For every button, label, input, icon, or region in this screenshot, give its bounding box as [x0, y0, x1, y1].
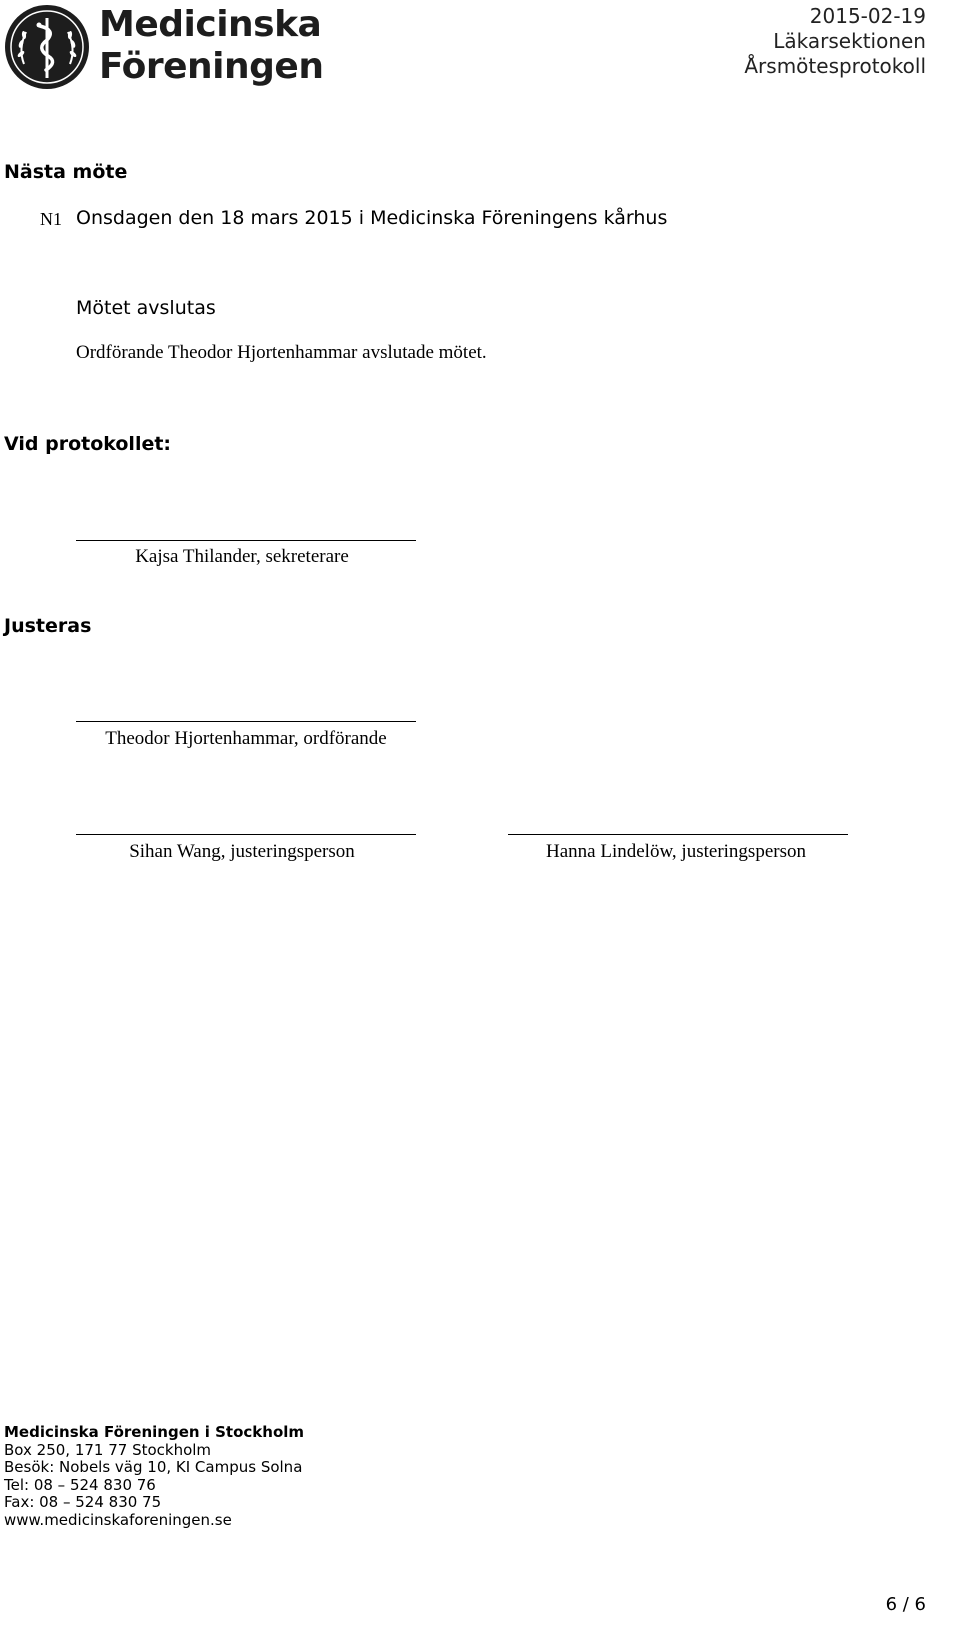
adjuster2-signature-label: Hanna Lindelöw, justeringsperson [546, 841, 806, 862]
footer-web: www.medicinskaforeningen.se [4, 1510, 232, 1529]
adjustment-heading: Justeras [4, 615, 92, 637]
footer-fax: Fax: 08 – 524 830 75 [4, 1493, 162, 1512]
secretary-signature-label: Kajsa Thilander, sekreterare [135, 546, 349, 567]
document-type: Årsmötesprotokoll [744, 54, 926, 78]
document-section: Läkarsektionen [773, 29, 926, 53]
page-number: 6 / 6 [885, 1594, 926, 1615]
next-meeting-heading: Nästa möte [4, 161, 128, 183]
secretary-signature-line [76, 540, 416, 541]
footer-organization: Medicinska Föreningen i Stockholm [4, 1423, 305, 1441]
organization-logo [4, 4, 324, 92]
adjuster1-signature-label: Sihan Wang, justeringsperson [129, 841, 355, 862]
closing-text: Ordförande Theodor Hjortenhammar avslutade mötet. [76, 342, 487, 363]
adjuster2-signature-line [508, 834, 848, 835]
document-header-info [744, 4, 926, 79]
minutes-heading: Vid protokollet: [4, 433, 172, 455]
adjuster1-signature-line [76, 834, 416, 835]
footer-contact-info [4, 1424, 304, 1530]
logo-wordmark: Medicinska Föreningen [99, 4, 324, 87]
footer-tel: Tel: 08 – 524 830 76 [4, 1475, 156, 1494]
chair-signature-line [76, 721, 416, 722]
document-date: 2015-02-19 [809, 4, 926, 28]
footer-visit: Besök: Nobels väg 10, KI Campus Solna [4, 1458, 303, 1477]
next-meeting-text: Onsdagen den 18 mars 2015 i Medicinska Föreningens kårhus [76, 207, 668, 229]
chair-signature-label: Theodor Hjortenhammar, ordförande [105, 728, 387, 749]
item-number: N1 [40, 209, 62, 229]
caduceus-emblem-icon [4, 4, 90, 90]
footer-address: Box 250, 171 77 Stockholm [4, 1440, 212, 1459]
closing-heading: Mötet avslutas [76, 297, 216, 319]
